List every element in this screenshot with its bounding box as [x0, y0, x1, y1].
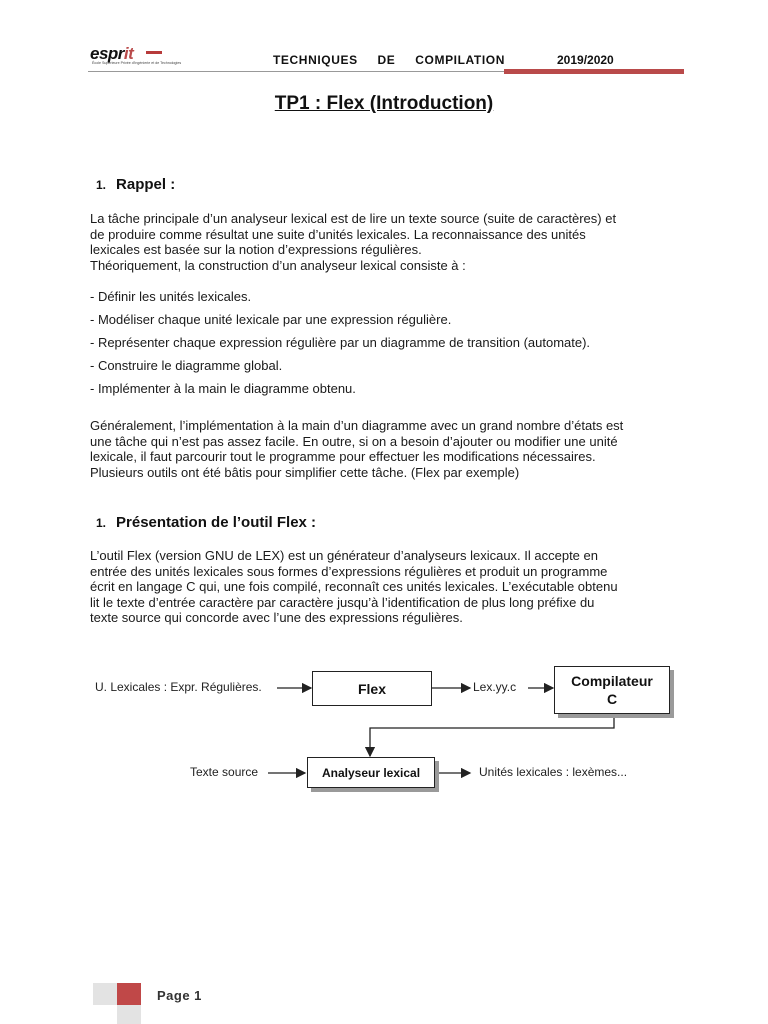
text-line: une tâche qui n’est pas assez facile. En outre, si on a besoin d’ajouter ou modifier une unité: [90, 433, 618, 449]
text-line: entrée des unités lexicales sous formes d’expressions régulières et produit un programme: [90, 563, 608, 579]
text-line: Généralement, l’implémentation à la main d’un diagramme avec un grand nombre d’états est: [90, 418, 624, 433]
list-item: - Représenter chaque expression régulière par un diagramme de transition (automate).: [90, 335, 591, 350]
footer-square-gray: [117, 1005, 141, 1024]
header-course-title: TECHNIQUES DE COMPILATION: [273, 53, 505, 67]
header-year: 2019/2020: [557, 53, 614, 67]
list-item: - Implémenter à la main le diagramme obtenu.: [90, 381, 356, 396]
analyzer-box: Analyseur lexical: [307, 757, 435, 788]
section-title: Rappel :: [116, 176, 176, 193]
list-item: - Modéliser chaque unité lexicale par une expression régulière.: [90, 312, 452, 327]
diagram-input-label: U. Lexicales : Expr. Régulières.: [95, 680, 262, 694]
section-number: 1.: [96, 178, 107, 192]
compiler-label-line1: Compilateur: [571, 673, 653, 689]
section-number: 1.: [96, 516, 107, 530]
text-line: lit le texte d’entrée caractère par caractère jusqu’à l’identification de plus long préfixe du: [90, 594, 595, 610]
flex-box: Flex: [312, 671, 432, 706]
text-line: de produire comme résultat une suite d’unités lexicales. La reconnaissance des unités: [90, 226, 586, 242]
document-title: TP1 : Flex (Introduction): [274, 93, 494, 114]
list-item: - Construire le diagramme global.: [90, 358, 283, 373]
text-line: Plusieurs outils ont été bâtis pour simplifier cette tâche. (Flex par exemple): [90, 464, 520, 480]
text-line: La tâche principale d’un analyseur lexical est de lire un texte source (suite de caractères) et: [90, 211, 617, 226]
text-line: Théoriquement, la construction d’un analyseur lexical consiste à :: [90, 257, 466, 273]
list-item: - Définir les unités lexicales.: [90, 289, 252, 304]
diagram-lexyyc-label: Lex.yy.c: [473, 680, 517, 694]
footer-square-red: [117, 983, 141, 1005]
compiler-box: [554, 666, 670, 714]
page-number: Page 1: [157, 988, 202, 1003]
text-line: écrit en langage C qui, une fois compilé, reconnaît ces unités lexicales. L’exécutable obtenu: [90, 579, 618, 594]
text-line: lexicales est basée sur la notion d’expressions régulières.: [90, 242, 422, 257]
section-title: Présentation de l’outil Flex :: [116, 514, 317, 531]
diagram-source-label: Texte source: [190, 765, 259, 779]
logo-wordmark: esprit: [90, 44, 134, 63]
diagram-result-label: Unités lexicales : lexèmes...: [479, 765, 628, 779]
text-line: lexicale, il faut parcourir tout le programme pour effectuer les modifications nécessaires.: [90, 449, 596, 464]
text-line: L’outil Flex (version GNU de LEX) est un générateur d’analyseurs lexicaux. Il accepte en: [90, 548, 598, 563]
text-line: texte source qui concorde avec l’une des expressions régulières.: [90, 610, 463, 625]
arrow-compiler-to-analyzer: [370, 714, 614, 756]
compiler-label-line2: C: [606, 691, 618, 707]
logo-subtext: École Supérieure Privée d'Ingénierie et de Technologies: [92, 61, 182, 65]
footer-square-gray: [93, 983, 117, 1005]
